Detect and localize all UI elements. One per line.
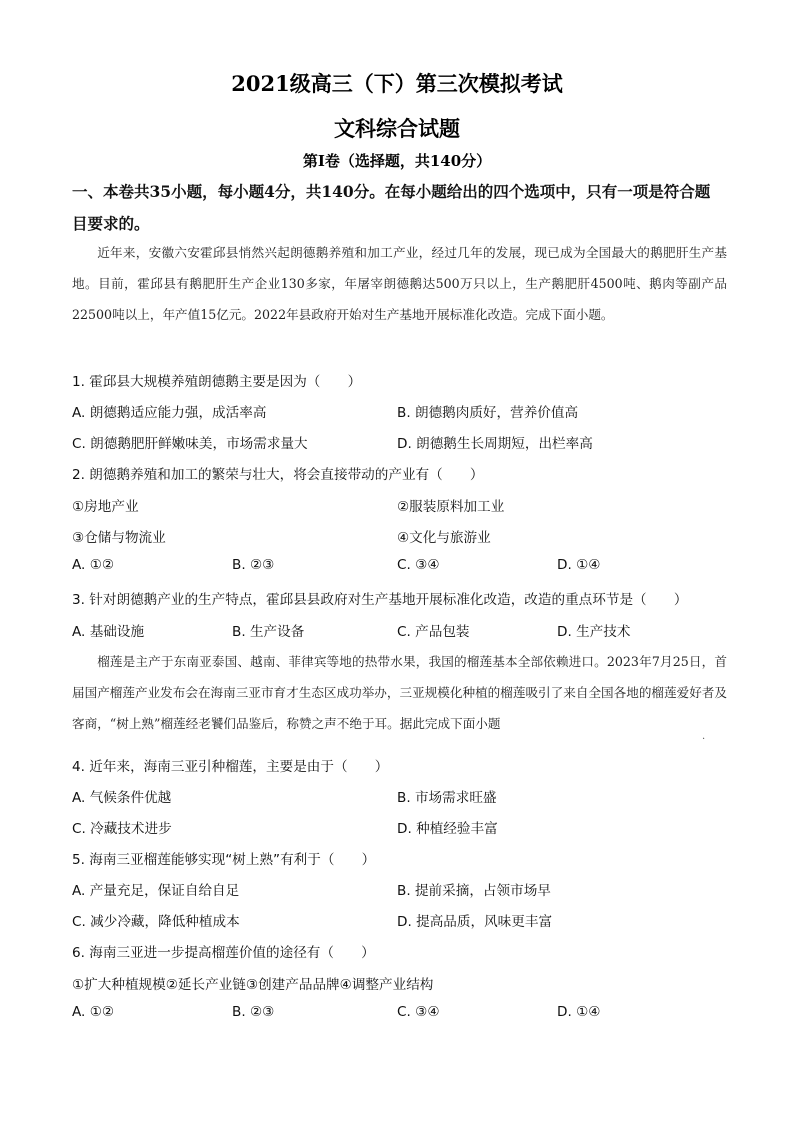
- question-5-option-d: D. 提高品质，风味更丰富: [397, 914, 553, 930]
- question-2-option-c: C. ③④: [397, 557, 440, 573]
- question-6-stem: 6. 海南三亚进一步提高榴莲价值的途径有（ ）: [72, 945, 375, 961]
- question-1-option-d: D. 朗德鹅生长周期短，出栏率高: [397, 436, 593, 452]
- exam-title: 2021级高三（下）第三次模拟考试: [231, 71, 563, 96]
- exam-subtitle: 文科综合试题: [334, 116, 460, 141]
- question-3-option-c: C. 产品包装: [397, 624, 470, 640]
- question-1-option-b: B. 朗德鹅肉质好，营养价值高: [397, 405, 579, 421]
- question-4-option-a: A. 气候条件优越: [72, 790, 172, 806]
- question-6-option-a: A. ①②: [72, 1004, 115, 1020]
- question-1-option-a: A. 朗德鹅适应能力强，成活率高: [72, 405, 267, 421]
- question-5-option-a: A. 产量充足，保证自给自足: [72, 883, 240, 899]
- question-1-stem: 1. 霍邱县大规模养殖朗德鹅主要是因为（ ）: [72, 374, 362, 390]
- question-4-option-b: B. 市场需求旺盛: [397, 790, 497, 806]
- question-3-option-a: A. 基础设施: [72, 624, 145, 640]
- question-2-item-4: ④文化与旅游业: [397, 530, 491, 546]
- question-2-option-a: A. ①②: [72, 557, 115, 573]
- passage-goose: 近年来，安徽六安霍邱县悄然兴起朗德鹅养殖和加工产业，经过几年的发展，现已成为全国最大的鹅肥肝生产基地。目前，霍邱县有鹅肥肝生产企业130多家，年屠宰朗德鹅达500万只以上，生产鹅肥肝4500吨、鹅肉等副产品22500吨以上，年产值15亿元。2022年县政府开始对生产基地开展标准化改造。完成下面小题。: [72, 245, 727, 322]
- section-instruction: 一、本卷共35小题，每小题4分，共140分。在每小题给出的四个选项中，只有一项是符合题目要求的。: [72, 182, 711, 233]
- question-6-items: ①扩大种植规模②延长产业链③创建产品品牌④调整产业结构: [72, 977, 434, 993]
- question-6-option-d: D. ①④: [557, 1004, 601, 1020]
- question-1-option-c: C. 朗德鹅肥肝鲜嫩味美，市场需求量大: [72, 436, 308, 452]
- question-4-option-c: C. 冷藏技术进步: [72, 821, 172, 837]
- question-2-stem: 2. 朗德鹅养殖和加工的繁荣与壮大，将会直接带动的产业有（ ）: [72, 467, 484, 483]
- question-6-option-c: C. ③④: [397, 1004, 440, 1020]
- question-4-option-d: D. 种植经验丰富: [397, 821, 498, 837]
- question-6-option-b: B. ②③: [232, 1004, 275, 1020]
- question-2-option-b: B. ②③: [232, 557, 275, 573]
- question-4-stem: 4. 近年来，海南三亚引种榴莲，主要是由于（ ）: [72, 759, 389, 775]
- question-3-option-d: D. 生产技术: [557, 624, 631, 640]
- question-3-stem: 3. 针对朗德鹅产业的生产特点，霍邱县县政府对生产基地开展标准化改造，改造的重点环节是（ ）: [72, 592, 688, 608]
- question-2-item-1: ①房地产业: [72, 499, 139, 515]
- passage-durian: 榴莲是主产于东南亚泰国、越南、菲律宾等地的热带水果，我国的榴莲基本全部依赖进口。2023年7月25日，首届国产榴莲产业发布会在海南三亚市育才生态区成功举办，三亚规模化种植的榴莲吸引了来自全国各地的榴莲爱好者及客商，“树上熟”榴莲经老饕们品鉴后，称赞之声不绝于耳。据此完成下面小题: [72, 654, 727, 731]
- question-5-option-b: B. 提前采摘，占领市场早: [397, 883, 551, 899]
- question-2-item-2: ②服装原料加工业: [397, 499, 505, 515]
- question-3-option-b: B. 生产设备: [232, 624, 305, 640]
- volume-heading: 第Ⅰ卷（选择题，共140分）: [302, 152, 492, 170]
- stray-dot: .: [702, 731, 706, 742]
- question-5-option-c: C. 减少冷藏，降低种植成本: [72, 914, 240, 930]
- question-2-option-d: D. ①④: [557, 557, 601, 573]
- question-5-stem: 5. 海南三亚榴莲能够实现“树上熟”有利于（ ）: [72, 852, 376, 868]
- question-2-item-3: ③仓储与物流业: [72, 530, 166, 546]
